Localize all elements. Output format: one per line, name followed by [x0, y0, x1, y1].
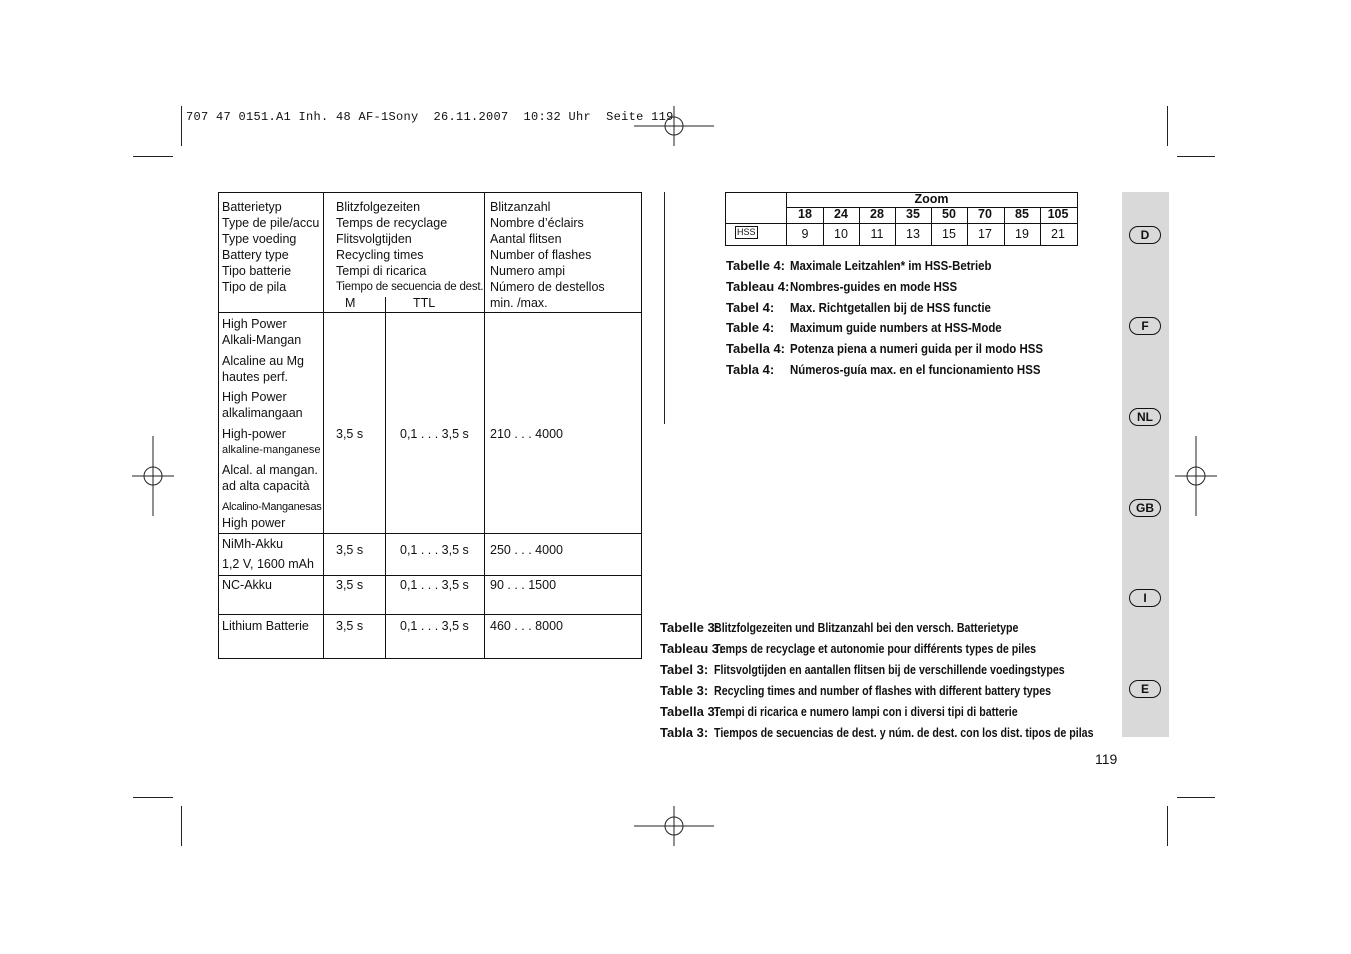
- zoom-28: 28: [870, 207, 884, 221]
- language-tab-f[interactable]: F: [1129, 317, 1161, 335]
- table-row: High Power Alkali-Mangan Alcaline au Mg hautes perf. High Power alkalimangaan High-power alkaline-manganese Alcal. al mangan. ad alta capacità Alcalino-Manganesas High power: [222, 317, 322, 530]
- zoom-35: 35: [906, 207, 920, 221]
- header-ttl: TTL: [413, 296, 436, 310]
- language-sidebar: [1122, 192, 1169, 737]
- table-row: NC-Akku: [222, 578, 273, 592]
- zoom-24: 24: [834, 207, 848, 221]
- language-tab-gb[interactable]: GB: [1129, 499, 1161, 517]
- registration-mark-left: [132, 436, 174, 516]
- hss-value: 15: [942, 227, 956, 241]
- hss-value: 21: [1051, 227, 1065, 241]
- zoom-70: 70: [978, 207, 992, 221]
- crop-mark: [1177, 797, 1215, 798]
- hss-value: 10: [834, 227, 848, 241]
- zoom-18: 18: [798, 207, 812, 221]
- hss-value: 17: [978, 227, 992, 241]
- hss-value: 19: [1015, 227, 1029, 241]
- crop-mark: [1167, 106, 1168, 146]
- zoom-label: Zoom: [914, 192, 949, 206]
- language-tab-i[interactable]: I: [1129, 589, 1161, 607]
- crop-mark: [133, 156, 173, 157]
- zoom-105: 105: [1047, 207, 1069, 221]
- table-row: NiMh-Akku 1,2 V, 1600 mAh: [222, 537, 314, 571]
- row4-m: 3,5 s: [336, 619, 364, 633]
- recycling-times-table: [218, 192, 642, 659]
- crop-mark: [181, 806, 182, 846]
- column-divider: [664, 192, 665, 424]
- hss-guide-number-table: [725, 192, 1078, 246]
- row3-m: 3,5 s: [336, 578, 364, 592]
- row3-flashes: 90 . . . 1500: [490, 578, 557, 592]
- header-recycling-times: Blitzfolgezeiten Temps de recyclage Flitsvolgtijden Recycling times Tempi di ricarica Tiempo de secuencia de dest.: [336, 200, 484, 293]
- row2-m: 3,5 s: [336, 543, 364, 557]
- crop-mark: [133, 797, 173, 798]
- row4-flashes: 460 . . . 8000: [490, 619, 563, 633]
- row3-ttl: 0,1 . . . 3,5 s: [400, 578, 469, 592]
- crop-mark: [1177, 156, 1215, 157]
- header-battery-type: Batterietyp Type de pile/accu Type voeding Battery type Tipo batterie Tipo de pila: [222, 200, 320, 294]
- hss-value: 11: [870, 227, 884, 241]
- page-number: 119: [1095, 751, 1118, 767]
- row1-ttl: 0,1 . . . 3,5 s: [400, 427, 469, 441]
- crop-mark: [1167, 806, 1168, 846]
- table-row: Lithium Batterie: [222, 619, 309, 633]
- row1-m: 3,5 s: [336, 427, 364, 441]
- hss-icon: HSS: [737, 227, 756, 237]
- language-tab-nl[interactable]: NL: [1129, 408, 1161, 426]
- zoom-50: 50: [942, 207, 956, 221]
- language-tab-d[interactable]: D: [1129, 226, 1161, 244]
- row1-flashes: 210 . . . 4000: [490, 427, 563, 441]
- header-m: M: [345, 296, 356, 310]
- hss-value: 9: [801, 227, 809, 241]
- language-tab-e[interactable]: E: [1129, 680, 1161, 698]
- crop-mark: [181, 106, 182, 146]
- hss-value: 13: [906, 227, 920, 241]
- row2-flashes: 250 . . . 4000: [490, 543, 563, 557]
- row2-ttl: 0,1 . . . 3,5 s: [400, 543, 469, 557]
- zoom-85: 85: [1015, 207, 1029, 221]
- registration-mark-right: [1175, 436, 1217, 516]
- header-number-of-flashes: Blitzanzahl Nombre d’éclairs Aantal flitsen Number of flashes Numero ampi Número de destellos min. /max.: [490, 200, 605, 310]
- row4-ttl: 0,1 . . . 3,5 s: [400, 619, 469, 633]
- print-slug: 707 47 0151.A1 Inh. 48 AF-1Sony 26.11.2007 10:32 Uhr Seite 119: [186, 110, 674, 124]
- registration-mark-bottom: [634, 806, 714, 846]
